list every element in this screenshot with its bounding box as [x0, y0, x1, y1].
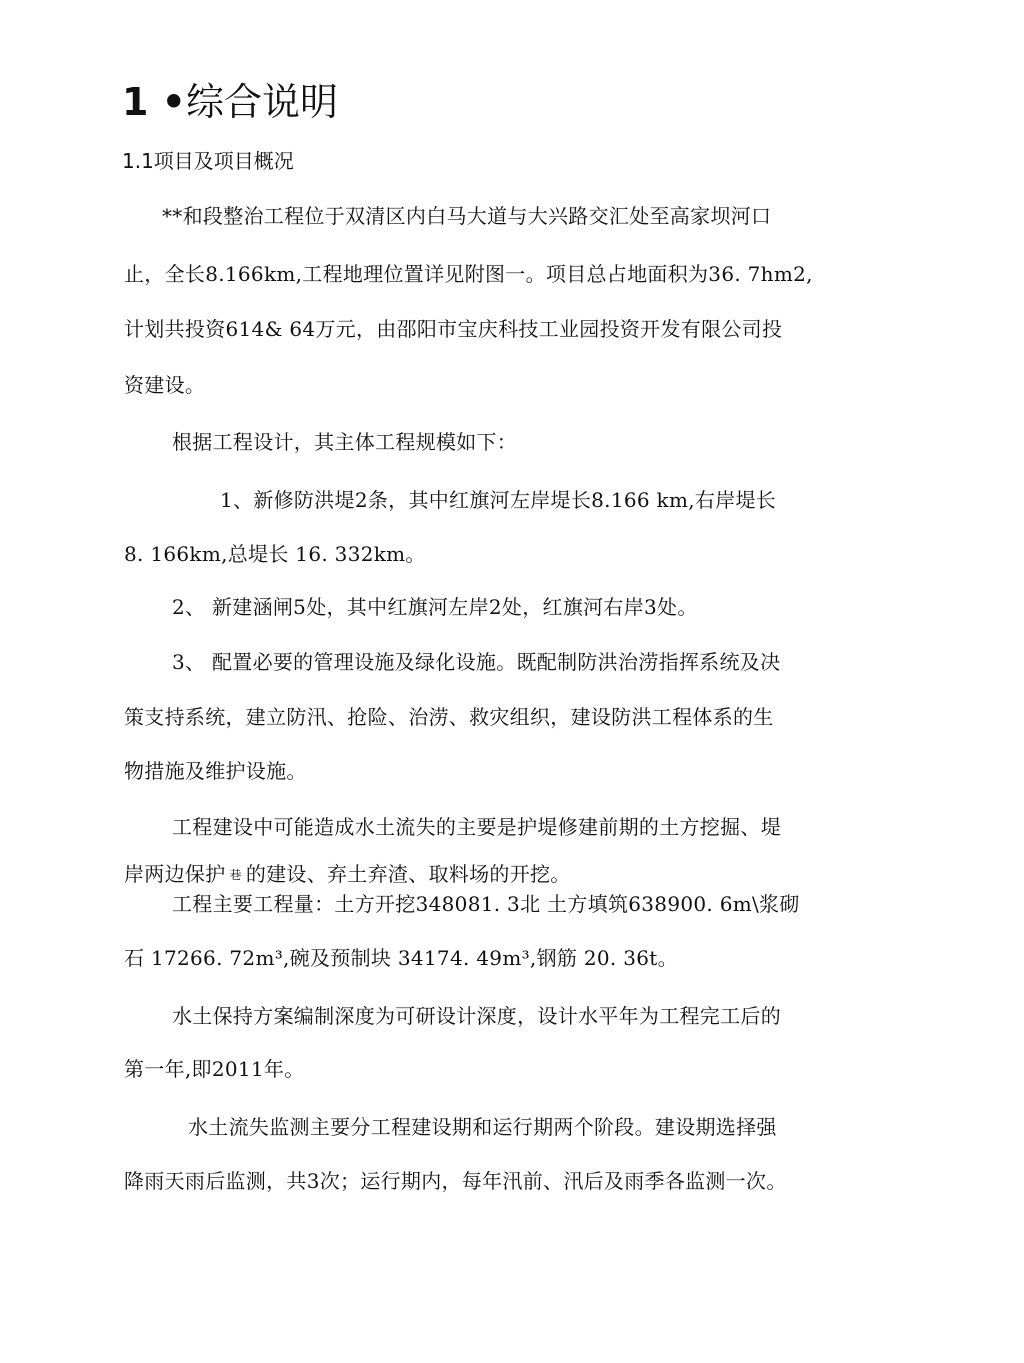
paragraph-line	[124, 861, 571, 888]
list-item-line: 3、 配置必要的管理设施及绿化设施。既配制防洪治涝指挥系统及决	[172, 650, 781, 674]
section-title: 综合说明	[185, 80, 338, 124]
text-run: 的建设、弃土弃渣、取料场的开挖。	[245, 862, 571, 886]
paragraph-line: 工程主要工程量：土方开挖348081. 3北 土方填筑638900. 6m\浆砌	[172, 892, 800, 916]
paragraph-line: 水土流失监测主要分工程建设期和运行期两个阶段。建设期选择强	[188, 1115, 777, 1139]
paragraph-line: 资建设。	[124, 373, 206, 397]
list-item-line: 物措施及维护设施。	[124, 759, 307, 783]
small-glyph: 巷	[229, 868, 242, 882]
paragraph-line: 止，全长8.166km,工程地理位置详见附图一。项目总占地面积为36. 7hm2,	[124, 262, 813, 286]
text-run: 岸两边保护	[124, 862, 226, 886]
paragraph-line: 降雨天雨后监测，共3次；运行期内，每年汛前、汛后及雨季各监测一次。	[124, 1169, 787, 1193]
list-item-line: 1、新修防洪堤2条，其中红旗河左岸堤长8.166 km,右岸堤长	[220, 488, 777, 512]
list-item-line: 策支持系统，建立防汛、抢险、治涝、救灾组织，建设防洪工程体系的生	[124, 705, 774, 729]
list-item-line: 2、 新建涵闸5处，其中红旗河左岸2处，红旗河右岸3处。	[172, 595, 698, 619]
subsection-heading: 1.1项目及项目概况	[122, 149, 294, 173]
paragraph-line: 计划共投资614& 64万元，由邵阳市宝庆科技工业园投资开发有限公司投	[124, 317, 783, 341]
paragraph-line: 第一年,即2011年。	[124, 1057, 305, 1081]
paragraph-line: 根据工程设计，其主体工程规模如下：	[172, 430, 518, 454]
paragraph-line: 水土保持方案编制深度为可研设计深度，设计水平年为工程完工后的	[172, 1004, 781, 1028]
list-item-line: 8. 166km,总堤长 16. 332km。	[124, 542, 426, 566]
paragraph-line: 石 17266. 72m³,碗及预制块 34174. 49m³,钢筋 20. 36t。	[124, 946, 678, 970]
section-number: 1 •	[122, 80, 186, 124]
section-heading	[122, 78, 338, 126]
paragraph-line: 工程建设中可能造成水土流失的主要是护堤修建前期的土方挖掘、堤	[172, 815, 781, 839]
paragraph-line: **和段整治工程位于双清区内白马大道与大兴路交汇处至高家坝河口	[162, 204, 772, 228]
